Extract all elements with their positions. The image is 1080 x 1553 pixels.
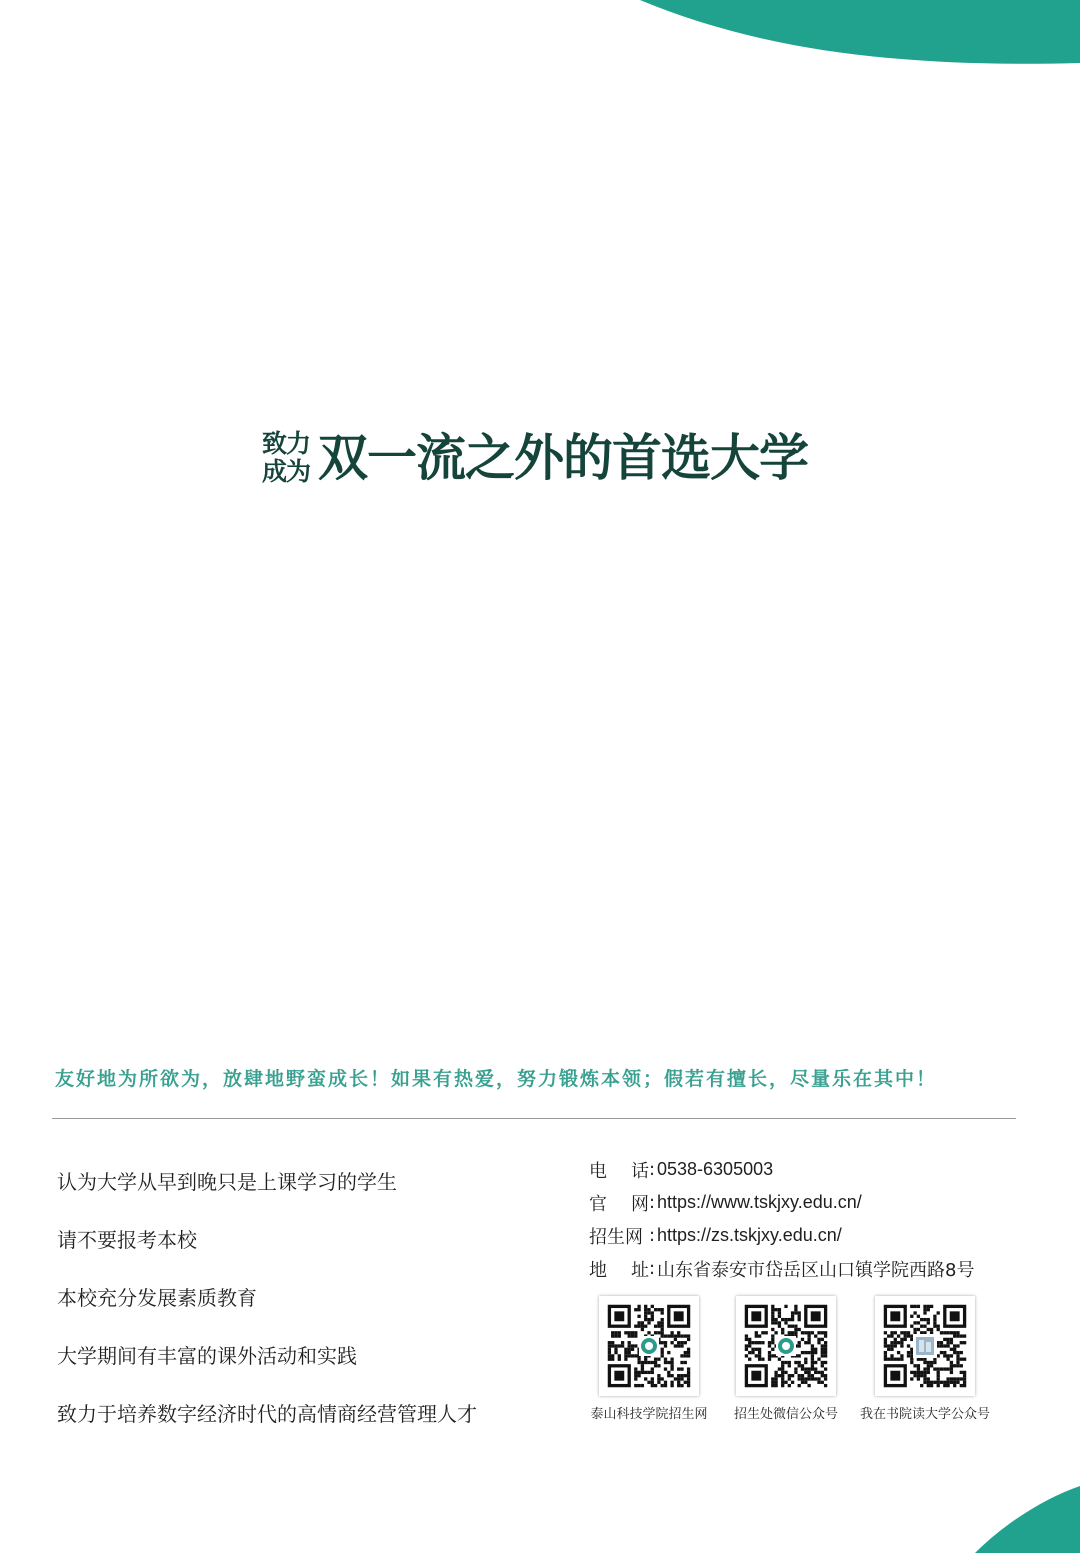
- qr-caption: 招生处微信公众号: [733, 1407, 838, 1422]
- contact-admissions-label: 招生网: [589, 1226, 643, 1248]
- contact-admissions: [589, 1219, 1029, 1252]
- label-char: 官: [589, 1193, 607, 1215]
- contact-phone-label: [589, 1157, 649, 1183]
- contact-website-label: [589, 1190, 649, 1216]
- colon: :: [649, 1159, 656, 1180]
- qr-caption: 我在书院读大学公众号: [859, 1407, 990, 1422]
- tagline: 友好地为所欲为，放肆地野蛮成长！如果有热爱，努力锻炼本领；假若有擅长，尽量乐在其中！: [55, 1068, 938, 1090]
- qr-code-icon[interactable]: [736, 1296, 836, 1396]
- admissions-link[interactable]: https://zs.tskjxy.edu.cn/: [657, 1225, 842, 1245]
- divider: [52, 1118, 1016, 1119]
- contact-info: [589, 1153, 1029, 1285]
- qr-code-icon[interactable]: [599, 1296, 699, 1396]
- qr-code-icon[interactable]: [875, 1296, 975, 1396]
- qr-code-row: [574, 1296, 1014, 1436]
- contact-address-label: [589, 1256, 649, 1282]
- qr-item-wechat-admissions: [711, 1296, 861, 1424]
- feature-list: [57, 1167, 537, 1457]
- phone-number: 0538-6305003: [657, 1159, 774, 1179]
- qr-item-admissions-site: [574, 1296, 724, 1424]
- slogan-prefix: [262, 430, 310, 486]
- slogan-prefix-line-1: 致力: [262, 429, 311, 458]
- contact-address: [589, 1252, 1029, 1285]
- slogan: [262, 425, 808, 491]
- slogan-main: 双一流之外的首选大学: [318, 429, 809, 487]
- feature-item: 请不要报考本校: [57, 1228, 197, 1252]
- colon: :: [649, 1192, 656, 1213]
- feature-item: 本校充分发展素质教育: [57, 1286, 257, 1310]
- website-link[interactable]: https://www.tskjxy.edu.cn/: [657, 1192, 862, 1212]
- bottom-decoration-shape: [0, 1473, 1080, 1553]
- qr-caption: 泰山科技学院招生网: [590, 1407, 708, 1422]
- label-char: 电: [589, 1160, 607, 1182]
- feature-item: 致力于培养数字经济时代的高情商经营管理人才: [57, 1402, 477, 1426]
- label-char: 网: [631, 1193, 649, 1215]
- address-text: 山东省泰安市岱岳区山口镇学院西路8号: [657, 1259, 975, 1281]
- colon: :: [649, 1258, 656, 1279]
- contact-website: [589, 1186, 1029, 1219]
- label-char: 址: [631, 1259, 649, 1281]
- feature-item: 认为大学从早到晚只是上课学习的学生: [57, 1170, 397, 1194]
- feature-item: 大学期间有丰富的课外活动和实践: [57, 1344, 357, 1368]
- label-char: 话: [631, 1160, 649, 1182]
- label-char: 地: [589, 1259, 607, 1281]
- contact-phone: [589, 1153, 1029, 1186]
- qr-item-academy-account: [850, 1296, 1000, 1424]
- slogan-prefix-line-2: 成为: [262, 457, 311, 486]
- top-decoration-shape: [0, 0, 1080, 80]
- colon: :: [649, 1225, 656, 1246]
